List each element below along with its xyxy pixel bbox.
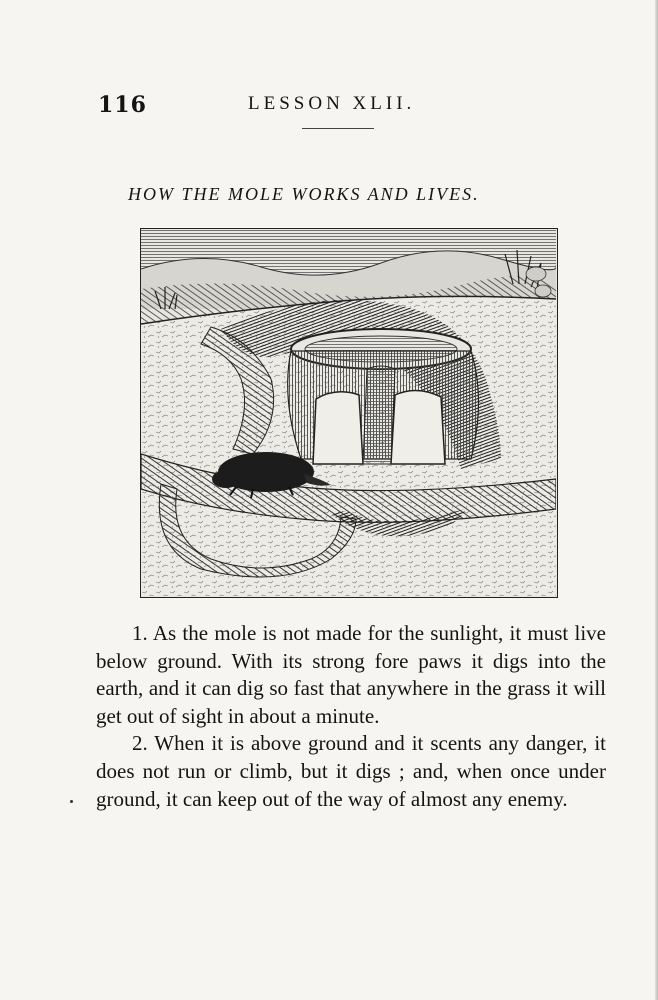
- page-number: 116: [98, 92, 147, 118]
- header-rule: [302, 128, 374, 129]
- running-head: LESSON XLII.: [248, 93, 416, 114]
- paragraph-2: 2. When it is above ground and it scents any danger, it does not run or climb, but it digs ; and, when once under ground, it can keep out of the way of almost any enemy.: [96, 731, 606, 811]
- mole-burrow-engraving-icon: [141, 229, 556, 596]
- paragraph-1: 1. As the mole is not made for the sunlight, it must live below ground. With its strong fore paws it digs into the earth, and it can dig so fast that anywhere in the grass it will get out of sight in about a minute.: [96, 621, 606, 728]
- lesson-title: HOW THE MOLE WORKS AND LIVES.: [128, 184, 480, 204]
- mole-burrow-illustration: [140, 228, 558, 598]
- ink-speck: [70, 800, 73, 803]
- lesson-body: [96, 620, 606, 813]
